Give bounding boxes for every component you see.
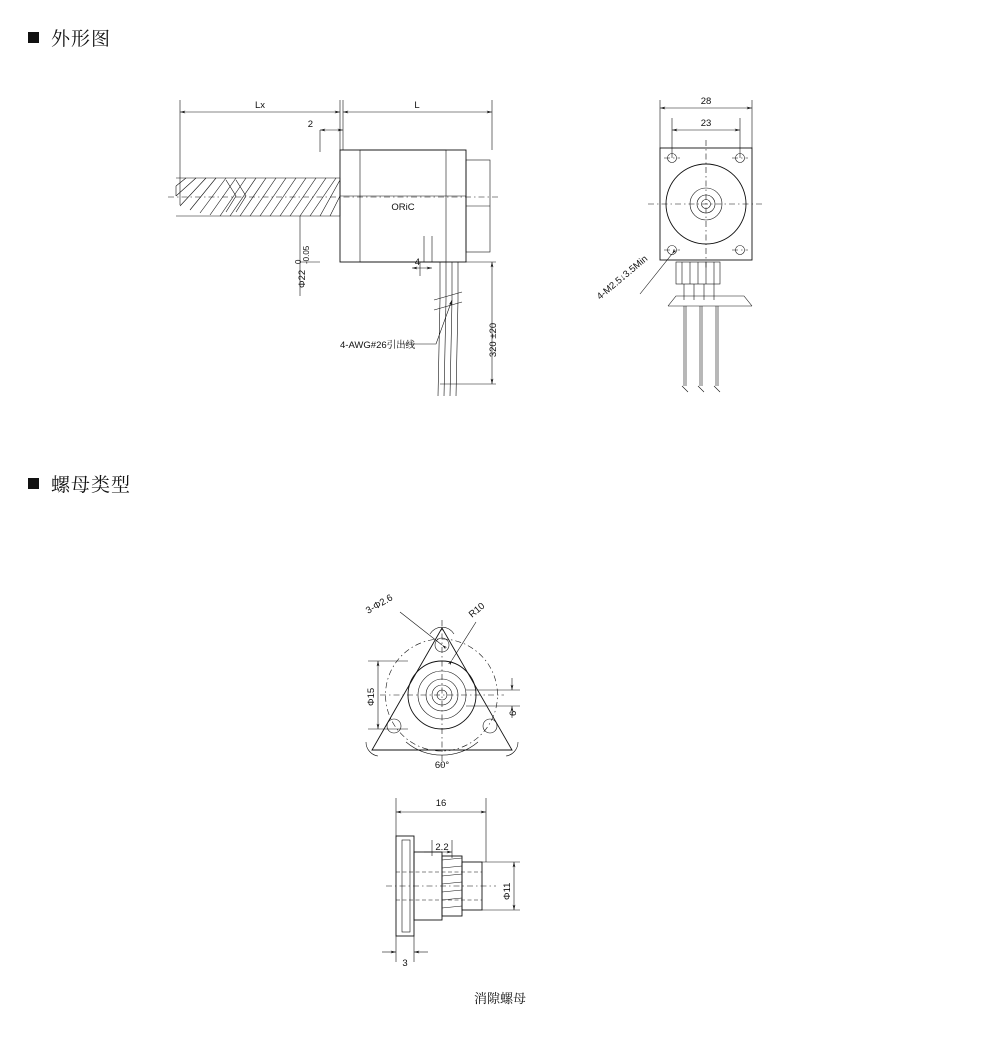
dim-thread-note-text: 4-M2.5↓3.5Min: [594, 253, 651, 303]
dim-screw-tol-lower: -0.05: [302, 245, 311, 264]
dim-nut-radius-text: R10: [466, 600, 488, 621]
nut-side-view: [382, 798, 520, 969]
motor-side-view: [168, 100, 500, 396]
dim-flange-dia-text: Φ15: [366, 687, 377, 706]
motor-brand-label: ORiC: [391, 202, 415, 213]
dim-screw-dia-text: Φ22: [297, 269, 308, 288]
dim-nut-holes-text: 3-Φ2.6: [364, 592, 395, 617]
lead-wire-note-text: 4-AWG#26引出线: [340, 340, 416, 351]
dim-hole-pitch-text: 23: [700, 118, 712, 129]
dim-l-text: L: [414, 100, 420, 111]
dim-screw-tol-upper: 0: [294, 259, 303, 264]
section-title-outline: 外形图: [51, 29, 112, 50]
dim-flange-thickness-text: 6: [508, 710, 519, 716]
section-header-nut-type: [28, 470, 131, 497]
dim-lead-length-text: 320 ±20: [488, 322, 499, 358]
dim-hole-depth-text: 4: [414, 257, 420, 268]
dim-body-width-text: 28: [700, 96, 712, 107]
dim-bore-dia-text: Φ11: [502, 882, 513, 900]
section-header-outline: [28, 24, 111, 51]
dim-thread-len-text: 2.2: [435, 842, 449, 853]
section-title-nut-type: 螺母类型: [51, 475, 132, 496]
dim-lx-text: Lx: [254, 100, 266, 111]
dim-front-gap-text: 2: [307, 119, 313, 130]
section-bullet-icon: [28, 478, 39, 489]
section-bullet-icon: [28, 32, 39, 43]
dim-nut-angle-text: 60°: [434, 760, 450, 771]
dim-nut-length-text: 16: [435, 798, 447, 809]
motor-front-view: [595, 96, 764, 392]
dim-step-text: 3: [402, 958, 408, 969]
nut-caption: 消隙螺母: [473, 991, 526, 1006]
nut-front-view: [364, 592, 520, 771]
